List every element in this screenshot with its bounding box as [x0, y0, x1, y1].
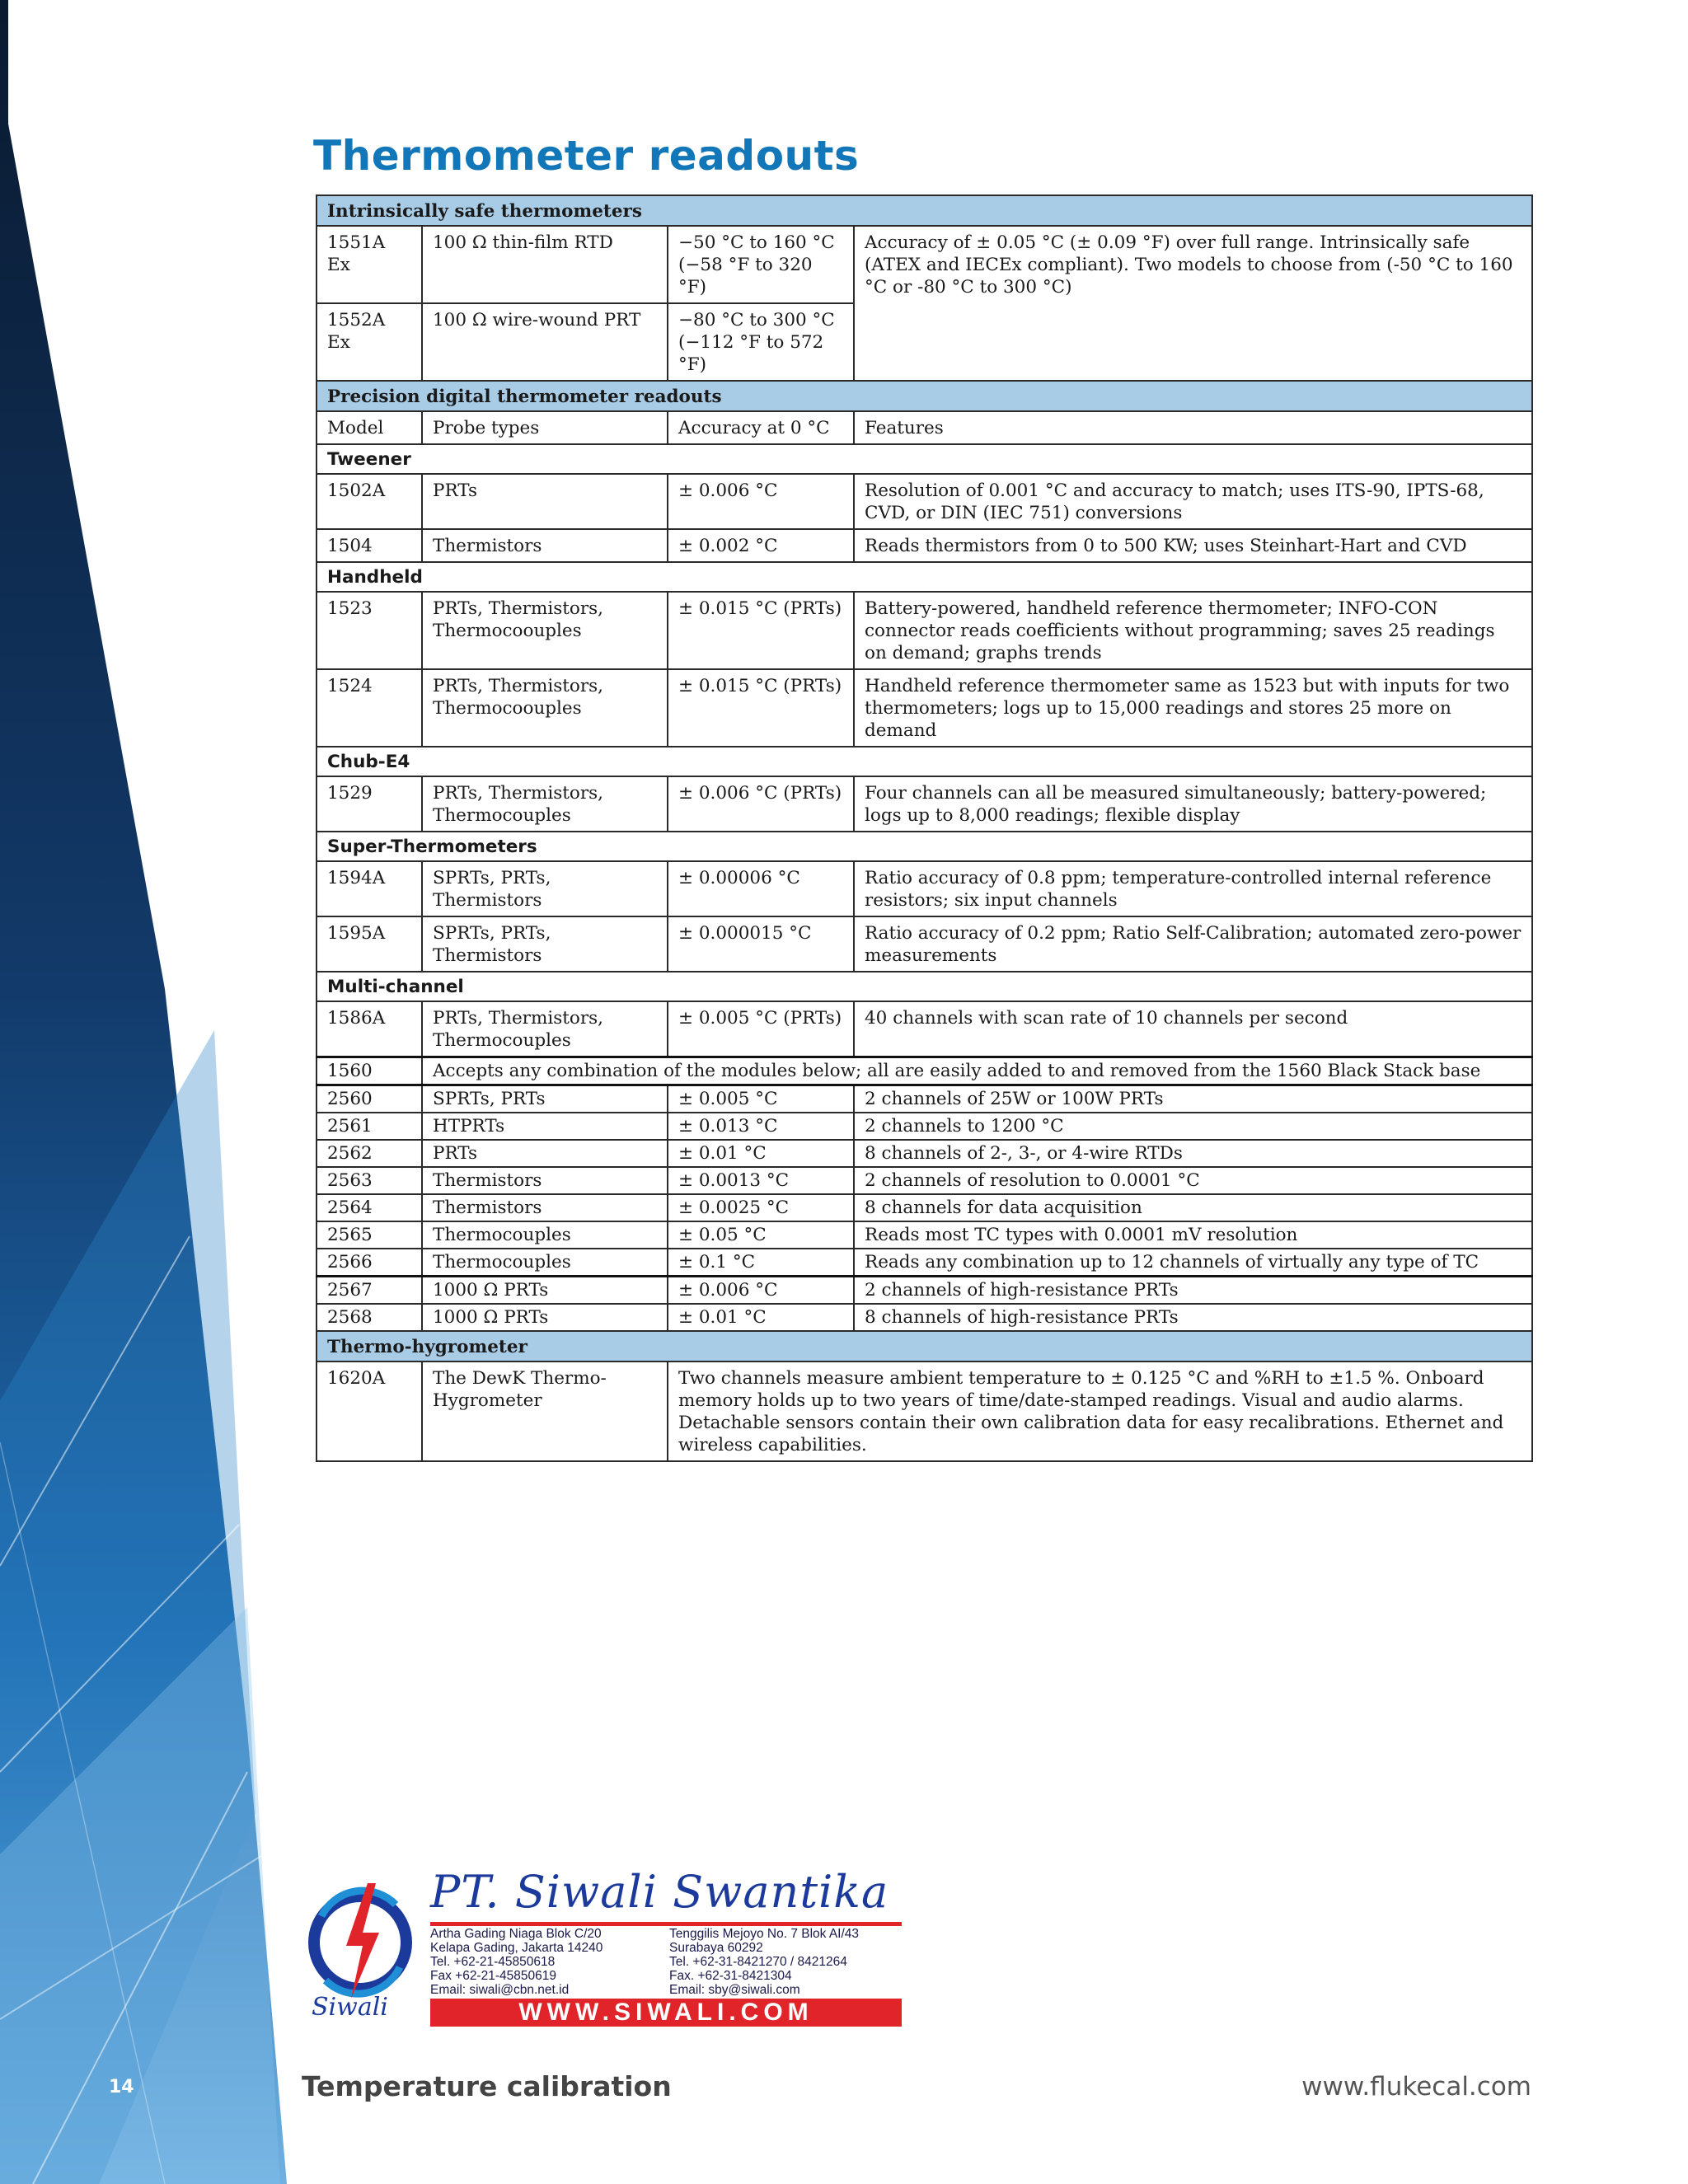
accuracy-cell: ± 0.013 °C [668, 1113, 854, 1140]
model-cell: 2562 [316, 1140, 422, 1167]
table-row [316, 861, 1532, 916]
table-row [316, 1001, 1532, 1057]
module-row [316, 1277, 1532, 1305]
features-cell: 8 channels for data acquisition [854, 1194, 1532, 1221]
module-row [316, 1249, 1532, 1277]
features-cell: 40 channels with scan rate of 10 channels per second [854, 1001, 1532, 1057]
group-header-row [316, 562, 1532, 592]
accuracy-cell: ± 0.0025 °C [668, 1194, 854, 1221]
table-row [316, 776, 1532, 832]
page-number: 14 [109, 2077, 134, 2097]
section-header-row [316, 381, 1532, 411]
address-line: Tenggilis Mejoyo No. 7 Blok AI/43 [669, 1927, 860, 1941]
module-row [316, 1085, 1532, 1113]
accuracy-cell: ± 0.006 °C [668, 474, 854, 529]
probe-cell: HTPRTs [422, 1113, 668, 1140]
model-cell: 2567 [316, 1277, 422, 1305]
address-line: Kelapa Gading, Jakarta 14240 [430, 1941, 603, 1955]
table-row [316, 592, 1532, 669]
features-cell: Resolution of 0.001 °C and accuracy to match; uses ITS-90, IPTS-68, CVD, or DIN (IEC 751) conversions [854, 474, 1532, 529]
divider [430, 1922, 902, 1926]
table-row [316, 226, 1532, 303]
group-header: Handheld [316, 562, 1532, 592]
module-row [316, 1140, 1532, 1167]
model-cell: 1524 [316, 669, 422, 747]
accuracy-cell: ± 0.015 °C (PRTs) [668, 669, 854, 747]
address-line: Email: siwali@cbn.net.id [430, 1983, 570, 1997]
address-line: Artha Gading Niaga Blok C/20 [430, 1927, 602, 1941]
stack-row [316, 1057, 1532, 1085]
accuracy-cell: ± 0.005 °C [668, 1085, 854, 1113]
accuracy-cell: ± 0.00006 °C [668, 861, 854, 916]
probe-cell: 1000 Ω PRTs [422, 1304, 668, 1331]
group-header-row [316, 832, 1532, 861]
features-cell: Ratio accuracy of 0.2 ppm; Ratio Self-Calibration; automated zero-power measurements [854, 916, 1532, 972]
model-cell: 1523 [316, 592, 422, 669]
features-cell: 2 channels to 1200 °C [854, 1113, 1532, 1140]
section-header: Intrinsically safe thermometers [316, 195, 1532, 226]
page-title: Thermometer readouts [313, 132, 860, 180]
probe-cell: 100 Ω thin-film RTD [422, 226, 668, 303]
column-header-features: Features [854, 411, 1532, 444]
probe-cell: Thermistors [422, 529, 668, 562]
column-header-probe: Probe types [422, 411, 668, 444]
table-row [316, 474, 1532, 529]
probe-cell: Thermistors [422, 1167, 668, 1194]
features-cell: 8 channels of 2-, 3-, or 4-wire RTDs [854, 1140, 1532, 1167]
section-header: Precision digital thermometer readouts [316, 381, 1532, 411]
probe-cell: PRTs, Thermistors, Thermocouples [422, 776, 668, 832]
address-line: Tel. +62-31-8421270 / 8421264 [669, 1955, 847, 1969]
features-cell: Battery-powered, handheld reference thermometer; INFO-CON connector reads coefficients without programming; saves 25 readings on demand; graphs trends [854, 592, 1532, 669]
model-cell: 2561 [316, 1113, 422, 1140]
section-header-row [316, 1331, 1532, 1361]
model-cell: 1552A Ex [316, 303, 422, 381]
address-line: Surabaya 60292 [669, 1941, 763, 1955]
thermometer-readouts-table [316, 194, 1533, 1462]
address-line: Email: sby@siwali.com [669, 1983, 800, 1997]
group-header-row [316, 444, 1532, 474]
probe-cell: 1000 Ω PRTs [422, 1277, 668, 1305]
group-header: Multi-channel [316, 972, 1532, 1001]
company-website: WWW.SIWALI.COM [430, 1999, 902, 2027]
table-row [316, 669, 1532, 747]
footer-url: www.flukecal.com [1301, 2072, 1531, 2102]
company-name: PT. Siwali Swantika [430, 1866, 889, 1918]
probe-cell: PRTs [422, 1140, 668, 1167]
model-cell: 1620A [316, 1361, 422, 1461]
probe-cell: Thermistors [422, 1194, 668, 1221]
column-header-model: Model [316, 411, 422, 444]
section-header-row [316, 195, 1532, 226]
table-row [316, 916, 1532, 972]
accuracy-cell: ± 0.015 °C (PRTs) [668, 592, 854, 669]
features-cell: Accuracy of ± 0.05 °C (± 0.09 °F) over full range. Intrinsically safe (ATEX and IECEx compliant). Two models to choose from (-50 °C to 160 °C or -80 °C to 300 °C) [854, 226, 1532, 381]
address-line: Fax. +62-31-8421304 [669, 1969, 792, 1983]
probe-cell: Thermocouples [422, 1221, 668, 1249]
accuracy-cell: ± 0.006 °C (PRTs) [668, 776, 854, 832]
model-cell: 2563 [316, 1167, 422, 1194]
model-cell: 1502A [316, 474, 422, 529]
probe-cell: PRTs, Thermistors, Thermocoouples [422, 592, 668, 669]
group-header-row [316, 972, 1532, 1001]
features-cell: 2 channels of 25W or 100W PRTs [854, 1085, 1532, 1113]
probe-cell: PRTs [422, 474, 668, 529]
decorative-sidebar [0, 0, 297, 2184]
module-row [316, 1221, 1532, 1249]
probe-cell: SPRTs, PRTs, Thermistors [422, 861, 668, 916]
features-cell: Ratio accuracy of 0.8 ppm; temperature-controlled internal reference resistors; six input channels [854, 861, 1532, 916]
features-cell: Reads most TC types with 0.0001 mV resolution [854, 1221, 1532, 1249]
features-cell: Four channels can all be measured simultaneously; battery-powered; logs up to 8,000 readings; flexible display [854, 776, 1532, 832]
accuracy-cell: ± 0.005 °C (PRTs) [668, 1001, 854, 1057]
accuracy-cell: ± 0.1 °C [668, 1249, 854, 1277]
model-cell: 1586A [316, 1001, 422, 1057]
features-cell: Reads thermistors from 0 to 500 KW; uses Steinhart-Hart and CVD [854, 529, 1532, 562]
range-cell: −80 °C to 300 °C (−112 °F to 572 °F) [668, 303, 854, 381]
accuracy-cell: ± 0.01 °C [668, 1304, 854, 1331]
stack-description: Accepts any combination of the modules below; all are easily added to and removed from the 1560 Black Stack base [422, 1057, 1532, 1085]
accuracy-cell: ± 0.002 °C [668, 529, 854, 562]
features-cell: Handheld reference thermometer same as 1523 but with inputs for two thermometers; logs up to 15,000 readings and stores 25 more on demand [854, 669, 1532, 747]
features-cell: 2 channels of high-resistance PRTs [854, 1277, 1532, 1305]
accuracy-cell: ± 0.05 °C [668, 1221, 854, 1249]
features-cell: Two channels measure ambient temperature to ± 0.125 °C and %RH to ±1.5 %. Onboard memory holds up to two years of time/date-stamped readings. Visual and audio alarms. Detachable sensors contain their own calibration data for easy recalibrations. Ethernet and wireless capabilities. [668, 1361, 1532, 1461]
module-row [316, 1113, 1532, 1140]
column-header-row [316, 411, 1532, 444]
section-header: Thermo-hygrometer [316, 1331, 1532, 1361]
model-cell: 1594A [316, 861, 422, 916]
accuracy-cell: ± 0.000015 °C [668, 916, 854, 972]
probe-cell: PRTs, Thermistors, Thermocouples [422, 1001, 668, 1057]
probe-cell: 100 Ω wire-wound PRT [422, 303, 668, 381]
table-row [316, 529, 1532, 562]
features-cell: 8 channels of high-resistance PRTs [854, 1304, 1532, 1331]
features-cell: Reads any combination up to 12 channels of virtually any type of TC [854, 1249, 1532, 1277]
model-cell: 1551A Ex [316, 226, 422, 303]
accuracy-cell: ± 0.006 °C [668, 1277, 854, 1305]
accuracy-cell: ± 0.01 °C [668, 1140, 854, 1167]
probe-cell: Thermocouples [422, 1249, 668, 1277]
group-header: Chub-E4 [316, 747, 1532, 776]
model-cell: 2560 [316, 1085, 422, 1113]
group-header: Super-Thermometers [316, 832, 1532, 861]
address-surabaya [669, 1927, 859, 1997]
module-row [316, 1304, 1532, 1331]
probe-cell: SPRTs, PRTs, Thermistors [422, 916, 668, 972]
accuracy-cell: ± 0.0013 °C [668, 1167, 854, 1194]
range-cell: −50 °C to 160 °C (−58 °F to 320 °F) [668, 226, 854, 303]
probe-cell: SPRTs, PRTs [422, 1085, 668, 1113]
group-header: Tweener [316, 444, 1532, 474]
features-cell: 2 channels of resolution to 0.0001 °C [854, 1167, 1532, 1194]
group-header-row [316, 747, 1532, 776]
model-cell: 2565 [316, 1221, 422, 1249]
address-line: Tel. +62-21-45850618 [430, 1955, 556, 1969]
probe-cell: The DewK Thermo-Hygrometer [422, 1361, 668, 1461]
model-cell: 2566 [316, 1249, 422, 1277]
logo-script: Siwali [312, 1993, 388, 2022]
probe-cell: PRTs, Thermistors, Thermocoouples [422, 669, 668, 747]
address-line: Fax +62-21-45850619 [430, 1969, 556, 1983]
model-cell: 2568 [316, 1304, 422, 1331]
table-row [316, 1361, 1532, 1461]
module-row [316, 1194, 1532, 1221]
footer-title: Temperature calibration [302, 2070, 672, 2102]
model-cell: 2564 [316, 1194, 422, 1221]
model-cell: 1560 [316, 1057, 422, 1085]
model-cell: 1595A [316, 916, 422, 972]
address-jakarta [430, 1927, 603, 1997]
column-header-accuracy: Accuracy at 0 °C [668, 411, 854, 444]
module-row [316, 1167, 1532, 1194]
model-cell: 1529 [316, 776, 422, 832]
model-cell: 1504 [316, 529, 422, 562]
